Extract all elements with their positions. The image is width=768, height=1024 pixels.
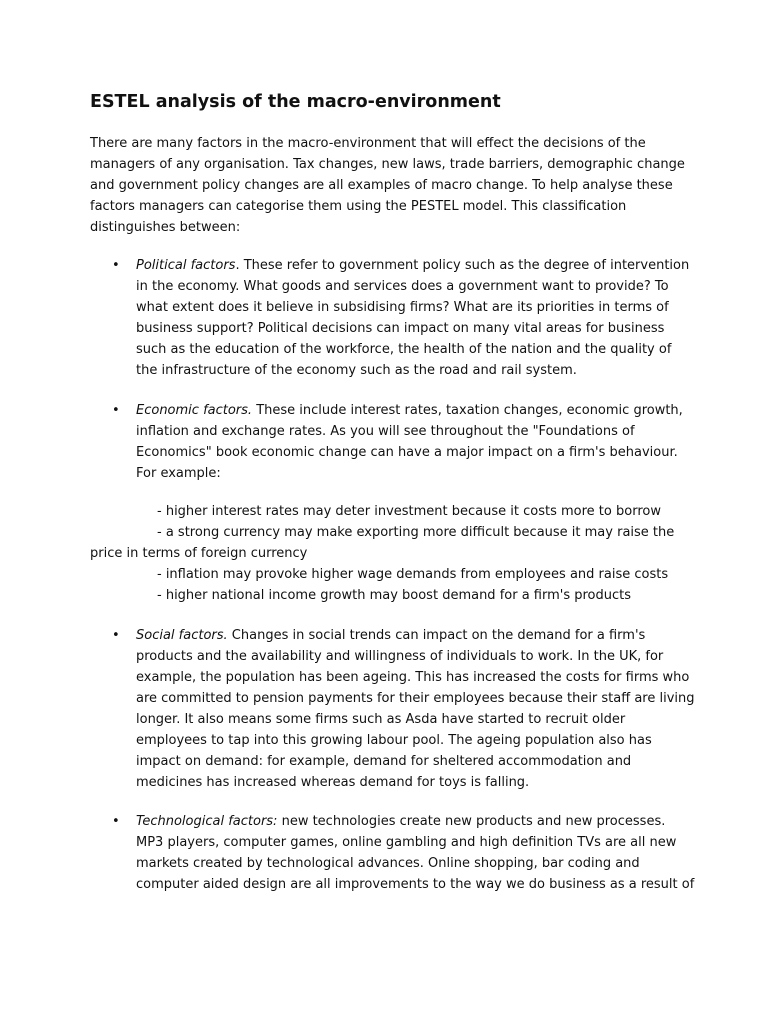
political-line: business support? Political decisions can impact on many vital areas for business: [136, 321, 665, 336]
economic-term: Economic factors.: [136, 403, 253, 418]
technological-line: MP3 players, computer games, online gambling and high definition TVs are all new: [136, 835, 677, 850]
social-line: longer. It also means some firms such as Asda have started to recruit older: [136, 712, 626, 727]
economic-line: inflation and exchange rates. As you will see throughout the "Foundations of: [136, 424, 635, 439]
economic-example: - a strong currency may make exporting more difficult because it may raise the: [157, 525, 675, 540]
social-line: products and the availability and willingness of individuals to work. In the UK, for: [136, 649, 664, 664]
intro-line: There are many factors in the macro-environment that will effect the decisions of the: [90, 136, 646, 151]
social-line: are committed to pension payments for their employees because their staff are living: [136, 691, 695, 706]
economic-example: - inflation may provoke higher wage demands from employees and raise costs: [157, 567, 669, 582]
bullet-icon: •: [112, 628, 120, 643]
social-text: [136, 625, 706, 793]
bullet-icon: •: [112, 403, 120, 418]
document-title: ESTEL analysis of the macro-environment: [90, 92, 501, 112]
intro-line: distinguishes between:: [90, 220, 241, 235]
economic-examples: [90, 501, 690, 606]
social-line: Changes in social trends can impact on the demand for a firm's: [227, 628, 646, 643]
bullet-icon: •: [112, 258, 120, 273]
bullet-icon: •: [112, 814, 120, 829]
economic-text: [136, 400, 706, 484]
technological-text: [136, 811, 706, 895]
technological-line: markets created by technological advances. Online shopping, bar coding and: [136, 856, 640, 871]
political-term: Political factors: [136, 258, 236, 273]
economic-example: - higher national income growth may boost demand for a firm's products: [157, 588, 632, 603]
intro-paragraph: [90, 133, 690, 238]
technological-line: computer aided design are all improvements to the way we do business as a result of: [136, 877, 695, 892]
intro-line: factors managers can categorise them using the PESTEL model. This classification: [90, 199, 627, 214]
social-line: medicines has increased whereas demand for toys is falling.: [136, 775, 530, 790]
economic-line: These include interest rates, taxation changes, economic growth,: [252, 403, 683, 418]
political-line: such as the education of the workforce, the health of the nation and the quality of: [136, 342, 672, 357]
social-line: example, the population has been ageing. This has increased the costs for firms who: [136, 670, 690, 685]
social-line: impact on demand: for example, demand for sheltered accommodation and: [136, 754, 632, 769]
political-line: . These refer to government policy such as the degree of intervention: [235, 258, 690, 273]
economic-line: For example:: [136, 466, 221, 481]
political-line: in the economy. What goods and services does a government want to provide? To: [136, 279, 669, 294]
economic-line: Economics" book economic change can have a major impact on a firm's behaviour.: [136, 445, 678, 460]
political-line: what extent does it believe in subsidising firms? What are its priorities in terms of: [136, 300, 669, 315]
intro-line: and government policy changes are all examples of macro change. To help analyse these: [90, 178, 673, 193]
economic-example: - higher interest rates may deter investment because it costs more to borrow: [157, 504, 661, 519]
political-line: the infrastructure of the economy such as the road and rail system.: [136, 363, 577, 378]
technological-line: new technologies create new products and new processes.: [277, 814, 666, 829]
social-term: Social factors.: [136, 628, 228, 643]
social-line: employees to tap into this growing labour pool. The ageing population also has: [136, 733, 652, 748]
technological-term: Technological factors:: [136, 814, 278, 829]
economic-example-continuation: price in terms of foreign currency: [90, 546, 308, 561]
intro-line: managers of any organisation. Tax changes, new laws, trade barriers, demographic change: [90, 157, 685, 172]
political-text: [136, 255, 706, 381]
